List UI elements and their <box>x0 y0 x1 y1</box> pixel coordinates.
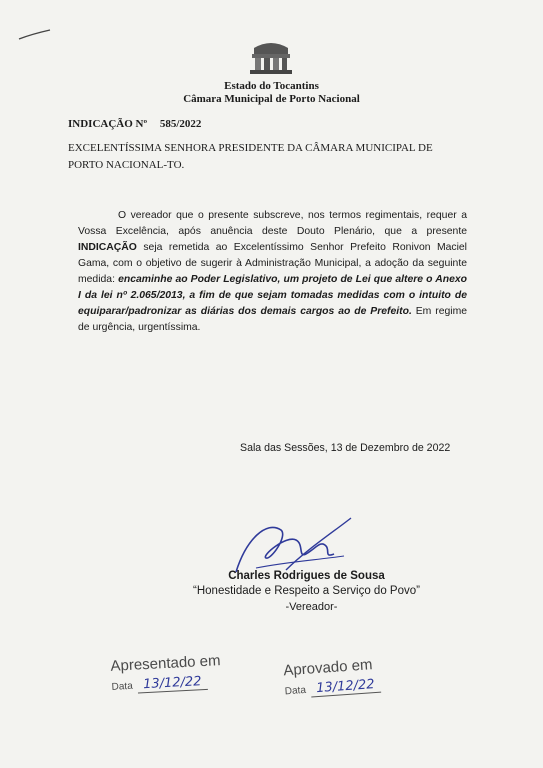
body-part-1: O vereador que o presente subscreve, nos termos regimentais, requer a Vossa Excelência, após anuência deste Douto Plenário, que a presente <box>78 210 467 237</box>
stamp-presented-date-row <box>111 671 222 695</box>
stamp-approved-date-row <box>284 675 381 700</box>
stamp-presented-date-value: 13/12/22 <box>137 674 208 694</box>
stamp-approved <box>283 656 381 700</box>
header-state: Estado do Tocantins <box>224 80 319 92</box>
stamp-approved-title: Aprovado em <box>282 656 374 680</box>
body-part-2: seja remetida ao Excelentíssimo Senhor Prefeito Ronivon Maciel Gama, com o objetivo de sugerir à Administração Municipal, a adoção da seguinte medida: <box>78 242 467 285</box>
signatory-name: Charles Rodrigues de Sousa <box>228 570 385 582</box>
indicacao-line <box>68 118 201 130</box>
municipal-crest-icon <box>246 40 296 76</box>
stamp-approved-date-value: 13/12/22 <box>310 677 381 698</box>
address-line: EXCELENTÍSSIMA SENHORA PRESIDENTE DA CÂMARA MUNICIPAL DE PORTO NACIONAL-TO. <box>68 142 433 171</box>
stamp-presented-date-label: Data <box>111 680 134 693</box>
header-chamber: Câmara Municipal de Porto Nacional <box>183 93 360 105</box>
body-indicacao-word: INDICAÇÃO <box>78 242 137 253</box>
session-date: Sala das Sessões, 13 de Dezembro de 2022 <box>240 442 451 454</box>
pen-mark <box>18 28 52 42</box>
stamp-presented <box>110 652 222 695</box>
signatory-motto: “Honestidade e Respeito a Serviço do Povo” <box>193 585 420 597</box>
signatory-role: -Vereador- <box>285 601 338 613</box>
body-measure: encaminhe ao Poder Legislativo, um projeto de Lei que altere o Anexo I da lei nº 2.065/2013, a fim de que sejam tomadas medidas com o intuito de equiparar/padronizar as diárias dos demais cargos ao de Prefeito. <box>78 274 467 317</box>
stamp-approved-date-label: Data <box>284 684 307 698</box>
stamp-presented-title: Apresentado em <box>110 652 221 675</box>
body-part-3: Em regime de urgência, urgentíssima. <box>78 306 468 333</box>
indicacao-number: 585/2022 <box>159 118 202 130</box>
body-paragraph <box>78 208 467 336</box>
indicacao-label: INDICAÇÃO Nº <box>68 118 148 130</box>
